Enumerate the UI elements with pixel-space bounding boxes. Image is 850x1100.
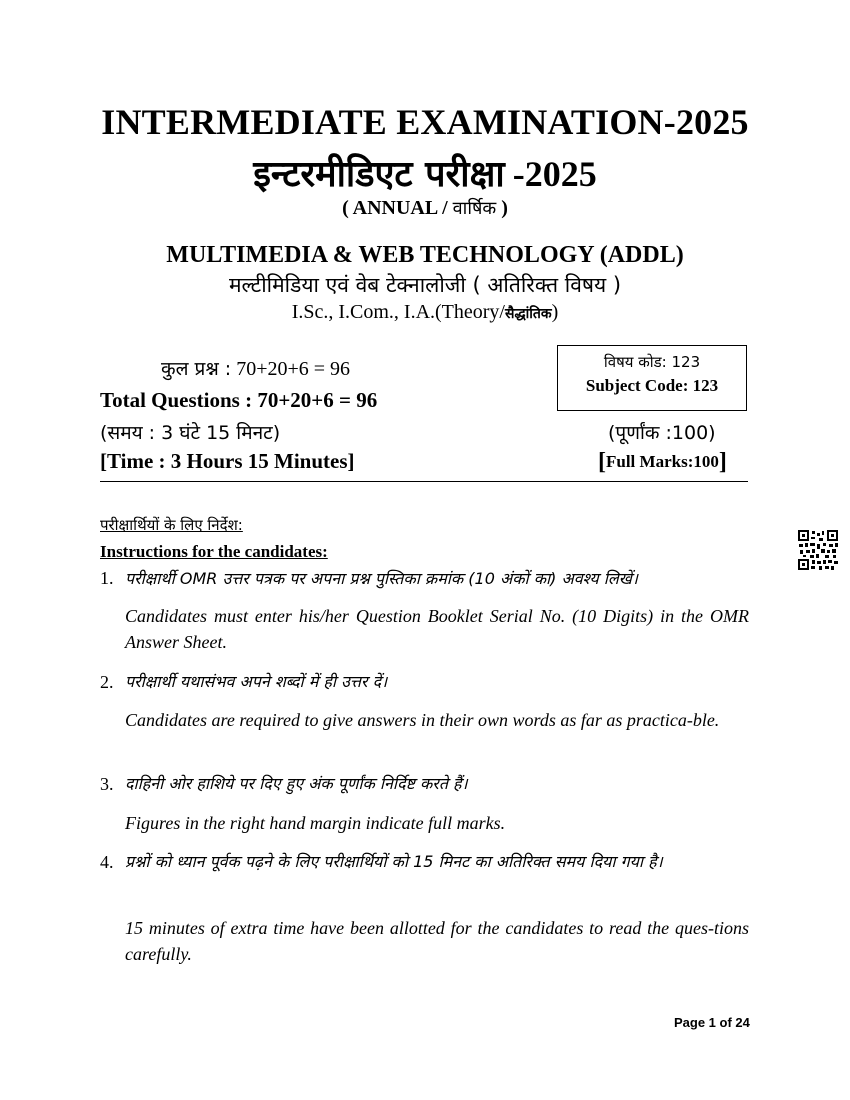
instructions-heading-en: Instructions for the candidates: <box>100 542 328 561</box>
exam-title-hi-year: -2025 <box>512 154 597 194</box>
subject-name-hi: मल्टीमिडिया एवं वेब टेक्नालोजी ( अतिरिक्त विषय ) <box>228 273 622 297</box>
page-number: Page 1 of 24 <box>674 1015 750 1030</box>
instruction-text-hi: परीक्षार्थी यथासंभव अपने शब्दों में ही उत्तर दें। <box>125 672 388 691</box>
header-divider <box>100 481 748 482</box>
time-hi: (समय : 3 घंटे 15 मिनट) <box>100 422 281 444</box>
instruction-text-hi: परीक्षार्थी OMR उत्तर पत्रक पर अपना प्रश्न पुस्तिका क्रमांक (10 अंकों का) अवश्य लिखें। <box>125 569 638 588</box>
instructions-heading-hi: परीक्षार्थियों के लिए निर्देश: <box>100 516 243 534</box>
time-en: [Time : 3 Hours 15 Minutes] <box>100 449 355 473</box>
subject-code-box <box>557 345 747 411</box>
full-marks-en <box>598 449 727 476</box>
stream-close: ) <box>551 301 559 323</box>
instruction-text-en: Candidates are required to give answers in their own words as far as practica-ble. <box>125 710 720 730</box>
annual-open: ( ANNUAL / <box>342 197 453 219</box>
instruction-number: 4. <box>100 852 114 872</box>
stream-line <box>0 301 850 324</box>
subject-code-hi: विषय कोड: 123 <box>603 353 701 371</box>
full-marks-open-bracket: [ <box>598 449 606 475</box>
annual-label <box>0 196 850 220</box>
instruction-number: 3. <box>100 774 114 794</box>
total-questions-en: Total Questions : 70+20+6 = 96 <box>100 388 378 412</box>
stream-hi: सैद्धांतिक <box>504 306 552 322</box>
exam-title-hi-text: इन्टरमीडिएट परीक्षा <box>253 154 505 195</box>
instruction-text-hi: दाहिनी ओर हाशिये पर दिए हुए अंक पूर्णांक निर्दिष्ट करते हैं। <box>125 774 468 793</box>
annual-hi: वार्षिक <box>452 198 497 219</box>
annual-close: ) <box>496 197 508 219</box>
instruction-number: 1. <box>100 568 114 588</box>
full-marks-text: Full Marks:100 <box>606 452 719 471</box>
total-questions-hi <box>161 355 350 381</box>
total-questions-hi-value: 70+20+6 = 96 <box>231 358 351 380</box>
full-marks-hi: (पूर्णांक :100) <box>608 422 716 444</box>
subject-name-en: MULTIMEDIA & WEB TECHNOLOGY (ADDL) <box>166 242 684 268</box>
full-marks-close-bracket: ] <box>718 449 727 475</box>
total-questions-hi-label: कुल प्रश्न : <box>161 358 232 380</box>
instruction-text-en: 15 minutes of extra time have been allotted for the candidates to read the ques-tions carefully. <box>125 918 749 964</box>
stream-en: I.Sc., I.Com., I.A.(Theory/ <box>291 301 505 323</box>
instruction-text-hi: प्रश्नों को ध्यान पूर्वक पढ़ने के लिए परीक्षार्थियों को 15 मिनट का अतिरिक्त समय दिया गया है। <box>125 852 663 871</box>
qr-code-icon <box>798 530 838 570</box>
exam-title-en: INTERMEDIATE EXAMINATION-2025 <box>101 102 749 142</box>
exam-title-hi <box>0 148 850 197</box>
subject-code-en: Subject Code: 123 <box>585 376 719 395</box>
instruction-text-en: Candidates must enter his/her Question Booklet Serial No. (10 Digits) in the OMR Answer Sheet. <box>125 606 749 652</box>
instruction-text-en: Figures in the right hand margin indicate full marks. <box>125 813 506 833</box>
instruction-number: 2. <box>100 672 114 692</box>
